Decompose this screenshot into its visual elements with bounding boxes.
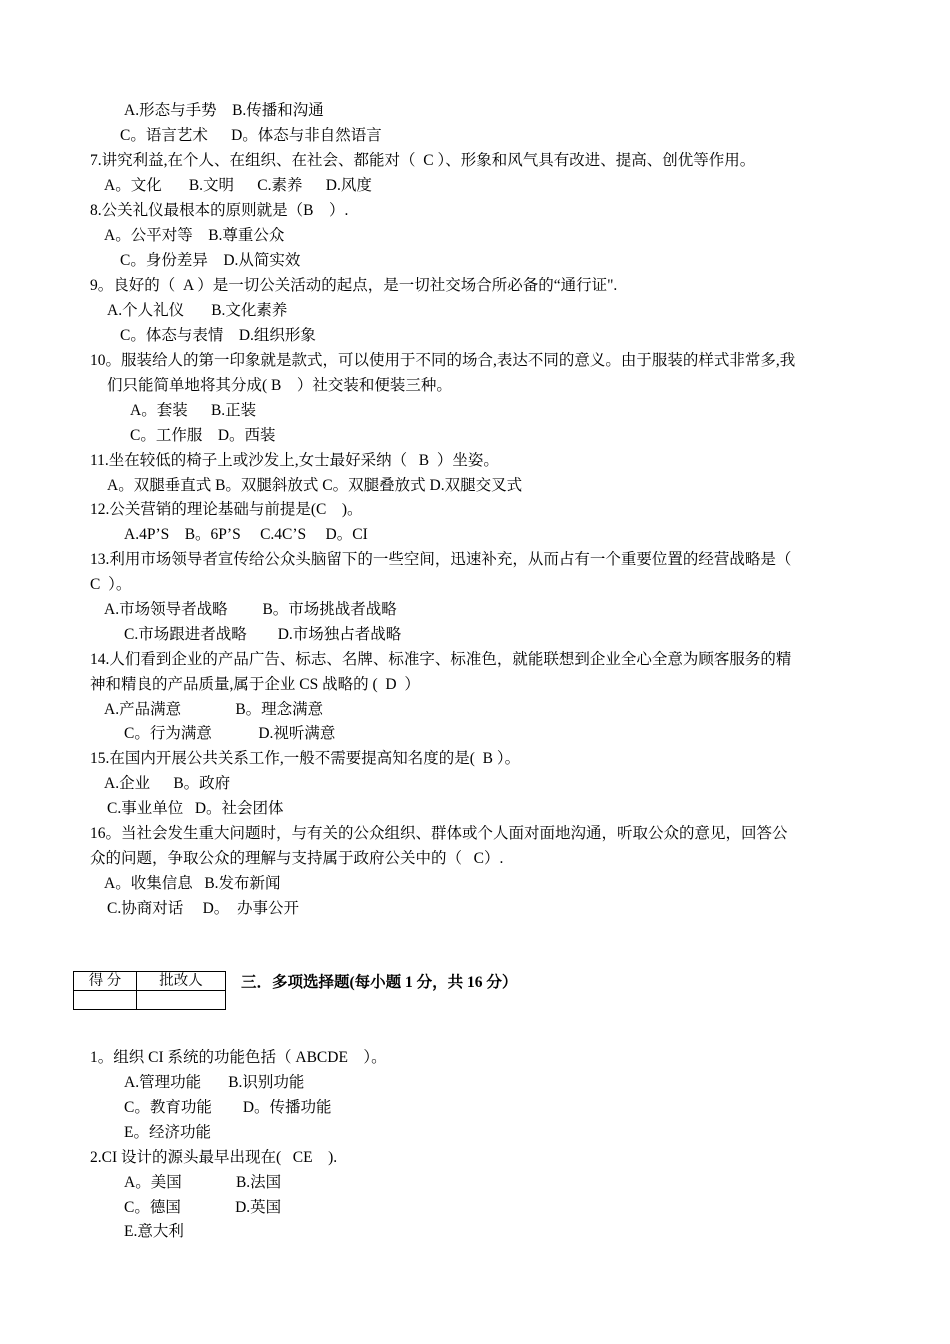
line-q14-stem-2: 神和精良的产品质量,属于企业 CS 战略的 ( D ） — [90, 676, 420, 693]
line-q7-stem: 7.讲究利益,在个人、在组织、在社会、都能对（ C ）、形象和风气具有改进、提高、创优等作用。 — [90, 152, 756, 169]
line-q14-stem-1: 14.人们看到企业的产品广告、标志、名牌、标准字、标准色，就能联想到企业全心全意为顾客服务的精 — [90, 651, 792, 668]
line-m2-options-cd: C。德国 D.英国 — [124, 1199, 282, 1216]
line-q9-options-cd: C。体态与表情 D.组织形象 — [120, 327, 316, 344]
line-q8-stem: 8.公关礼仪最根本的原则就是（B ）. — [90, 202, 349, 219]
score-header: 得 分 — [74, 972, 137, 991]
line-m2-options-ab: A。美国 B.法国 — [124, 1174, 282, 1191]
score-cell[interactable] — [74, 991, 137, 1010]
line-q10-options-ab: A。套装 B.正装 — [130, 402, 257, 419]
line-q15-options-ab: A.企业 B。政府 — [104, 775, 231, 792]
line-q12-options: A.4P’S B。6P’S C.4C’S D。CI — [124, 526, 368, 543]
grader-header: 批改人 — [137, 972, 226, 991]
line-q13-stem-1: 13.利用市场领导者宣传给公众头脑留下的一些空间，迅速补充，从而占有一个重要位置的经营战略是（ — [90, 551, 792, 568]
grader-cell[interactable] — [137, 991, 226, 1010]
line-q9-stem: 9。良好的（ A ）是一切公关活动的起点，是一切社交场合所必备的“通行证". — [90, 277, 618, 294]
score-table — [73, 971, 226, 1010]
line-q15-stem: 15.在国内开展公共关系工作,一般不需要提高知名度的是( B ）。 — [90, 750, 521, 767]
line-q11-options: A。双腿垂直式 B。双腿斜放式 C。双腿叠放式 D.双腿交叉式 — [107, 477, 523, 494]
line-q16-options-cd: C.协商对话 D。 办事公开 — [107, 900, 300, 917]
line-q13-options-cd: C.市场跟进者战略 D.市场独占者战略 — [124, 626, 402, 643]
line-q13-options-ab: A.市场领导者战略 B。市场挑战者战略 — [104, 601, 397, 618]
line-q11-stem: 11.坐在较低的椅子上或沙发上,女士最好采纳（ B ）坐姿。 — [90, 452, 499, 469]
line-q14-options-cd: C。行为满意 D.视听满意 — [124, 725, 336, 742]
line-q16-stem-2: 众的问题，争取公众的理解与支持属于政府公关中的（ C）. — [90, 850, 504, 867]
section-title: 三．多项选择题(每小题 1 分，共 16 分） — [241, 974, 518, 991]
line-q12-stem: 12.公关营销的理论基础与前提是(C )。 — [90, 501, 363, 518]
line-m2-option-e: E.意大利 — [124, 1223, 184, 1240]
line-m1-options-ab: A.管理功能 B.识别功能 — [124, 1074, 305, 1091]
line-m1-option-e: E。经济功能 — [124, 1124, 211, 1141]
line-q14-options-ab: A.产品满意 B。理念满意 — [104, 701, 324, 718]
line-m1-stem: 1。组织 CI 系统的功能色括（ ABCDE ）。 — [90, 1049, 387, 1066]
line-q15-options-cd: C.事业单位 D。社会团体 — [107, 800, 284, 817]
line-q9-options-ab: A.个人礼仪 B.文化素养 — [107, 302, 288, 319]
line-m2-stem: 2.CI 设计的源头最早出现在( CE ). — [90, 1149, 338, 1166]
line-q6-options-cd: C。语言艺术 D。体态与非自然语言 — [120, 127, 382, 144]
line-q16-stem-1: 16。当社会发生重大问题时，与有关的公众组织、群体或个人面对面地沟通，听取公众的意见，回答公 — [90, 825, 788, 842]
line-q10-options-cd: C。工作服 D。西装 — [130, 427, 276, 444]
line-m1-options-cd: C。教育功能 D。传播功能 — [124, 1099, 332, 1116]
line-q6-options-ab: A.形态与手势 B.传播和沟通 — [124, 102, 324, 119]
line-q10-stem-1: 10。服装给人的第一印象就是款式，可以使用于不同的场合,表达不同的意义。由于服装的样式非常多,我 — [90, 352, 796, 369]
line-q7-options: A。文化 B.文明 C.素养 D.风度 — [104, 177, 372, 194]
line-q8-options-ab: A。公平对等 B.尊重公众 — [104, 227, 285, 244]
line-q16-options-ab: A。收集信息 B.发布新闻 — [104, 875, 281, 892]
line-q8-options-cd: C。身份差异 D.从简实效 — [120, 252, 301, 269]
line-q13-stem-2: C ）。 — [90, 576, 132, 593]
line-q10-stem-2: 们只能简单地将其分成( B ）社交装和便装三种。 — [107, 377, 452, 394]
